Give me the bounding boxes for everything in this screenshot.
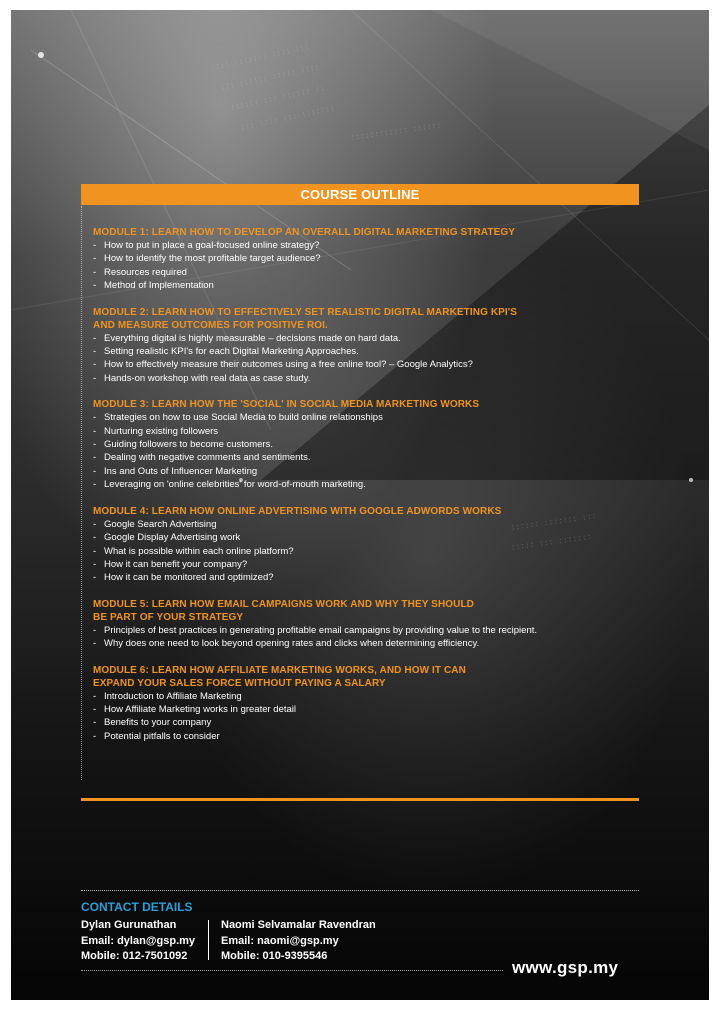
module-title: BE PART OF YOUR STRATEGY xyxy=(93,611,244,623)
contact-person-1 xyxy=(81,918,195,965)
list-item: - Principles of best practices in generating profitable email campaigns by providing value to the recipient. xyxy=(93,624,633,637)
module-title: MODULE 2: LEARN HOW TO EFFECTIVELY SET REALISTIC DIGITAL MARKETING KPI'S xyxy=(93,306,518,318)
contact-divider xyxy=(81,890,639,891)
contact-column-separator xyxy=(208,920,209,960)
list-item: - How to effectively measure their outcomes using a free online tool? – Google Analytics? xyxy=(93,358,633,371)
module-title: MODULE 3: LEARN HOW THE 'SOCIAL' IN SOCIAL MEDIA MARKETING WORKS xyxy=(93,399,480,411)
module-title: MODULE 6: LEARN HOW AFFILIATE MARKETING WORKS, AND HOW IT CAN xyxy=(93,664,466,676)
module-items xyxy=(93,624,633,651)
footer-divider xyxy=(81,970,503,971)
website-link[interactable]: www.gsp.my xyxy=(512,958,619,977)
module-items xyxy=(93,690,633,744)
list-item: - How to put in place a goal-focused online strategy? xyxy=(93,239,633,252)
module-items xyxy=(93,332,633,386)
list-item: - Resources required xyxy=(93,266,633,279)
module-title: MODULE 5: LEARN HOW EMAIL CAMPAIGNS WORK AND WHY THEY SHOULD xyxy=(93,598,474,610)
course-modules xyxy=(93,226,633,756)
list-item: - Potential pitfalls to consider xyxy=(93,730,633,743)
svg-text::::::: ::: :::::: ::: :::::: ::: :::::: :: xyxy=(229,84,326,113)
module-items xyxy=(93,518,633,585)
list-item: - How Affiliate Marketing works in greater detail xyxy=(93,703,633,716)
list-item: - Hands-on workshop with real data as case study. xyxy=(93,372,633,385)
list-item: - Dealing with negative comments and sentiments. xyxy=(93,451,633,464)
list-item: - Setting realistic KPI's for each Digital Marketing Approaches. xyxy=(93,345,633,358)
list-item: - How to identify the most profitable target audience? xyxy=(93,252,633,265)
list-item: - How it can benefit your company? xyxy=(93,558,633,571)
contact-name: Naomi Selvamalar Ravendran xyxy=(221,919,376,931)
list-item: - Why does one need to look beyond opening rates and clicks when determining efficiency. xyxy=(93,637,633,650)
brochure-page xyxy=(11,10,709,1000)
contact-person-2 xyxy=(221,918,376,965)
course-outline-footer-bar xyxy=(81,798,639,801)
list-item: - Google Display Advertising work xyxy=(93,531,633,544)
module-3 xyxy=(93,398,633,491)
list-item: - How it can be monitored and optimized? xyxy=(93,571,633,584)
module-title: MODULE 4: LEARN HOW ONLINE ADVERTISING WITH GOOGLE ADWORDS WORKS xyxy=(93,505,502,517)
svg-text::::::::::::: ::::::: :::::::::::: :::::: xyxy=(350,121,442,143)
svg-text:::: :::: ::: :::::::: ::: :::: ::: ::::::: xyxy=(239,104,336,133)
module-4 xyxy=(93,505,633,585)
course-outline-header: COURSE OUTLINE xyxy=(81,184,639,205)
list-item: - Method of Implementation xyxy=(93,279,633,292)
list-item: - Leveraging on 'online celebrities' for word-of-mouth marketing. xyxy=(93,478,633,491)
list-item: - Everything digital is highly measurable – decisions made on hard data. xyxy=(93,332,633,345)
list-item: - Guiding followers to become customers. xyxy=(93,438,633,451)
list-item: - Introduction to Affiliate Marketing xyxy=(93,690,633,703)
contact-email[interactable]: Email: dylan@gsp.my xyxy=(81,934,196,947)
list-item: - Strategies on how to use Social Media to build online relationships xyxy=(93,411,633,424)
list-item: - Benefits to your company xyxy=(93,716,633,729)
module-1 xyxy=(93,226,633,293)
list-item: - Ins and Outs of Influencer Marketing xyxy=(93,465,633,478)
list-item: - Nurturing existing followers xyxy=(93,425,633,438)
contact-mobile[interactable]: Mobile: 010-9395546 xyxy=(221,950,328,962)
contact-title: CONTACT DETAILS xyxy=(81,900,193,914)
contact-email[interactable]: Email: naomi@gsp.my xyxy=(221,934,339,947)
svg-text:::: :::::: ::::: ::::: ::: :::::: ::::: :::: xyxy=(219,63,321,93)
module-2 xyxy=(93,306,633,386)
module-items xyxy=(93,411,633,491)
svg-text::::::: ::::::: :::: :::::: ::::::: ::: xyxy=(510,512,597,533)
module-title: MODULE 1: LEARN HOW TO DEVELOP AN OVERALL DIGITAL MARKETING STRATEGY xyxy=(93,227,515,238)
module-6 xyxy=(93,664,633,744)
contact-mobile[interactable]: Mobile: 012-7501092 xyxy=(81,950,188,962)
list-item: - What is possible within each online platform? xyxy=(93,545,633,558)
module-items xyxy=(93,239,633,293)
module-title: EXPAND YOUR SALES FORCE WITHOUT PAYING A SALARY xyxy=(93,677,386,689)
contact-name: Dylan Gurunathan xyxy=(81,919,177,931)
list-item: - Google Search Advertising xyxy=(93,518,633,531)
module-title: AND MEASURE OUTCOMES FOR POSITIVE ROI. xyxy=(93,319,328,331)
panel-dotted-border xyxy=(81,206,82,780)
svg-text::::: ::::::: :::: :::: :::: ::::::: :::: ::: xyxy=(209,43,311,73)
module-5 xyxy=(93,598,633,651)
svg-text:::::: ::: :::::::: ::::: ::: ::::::: xyxy=(510,532,593,553)
